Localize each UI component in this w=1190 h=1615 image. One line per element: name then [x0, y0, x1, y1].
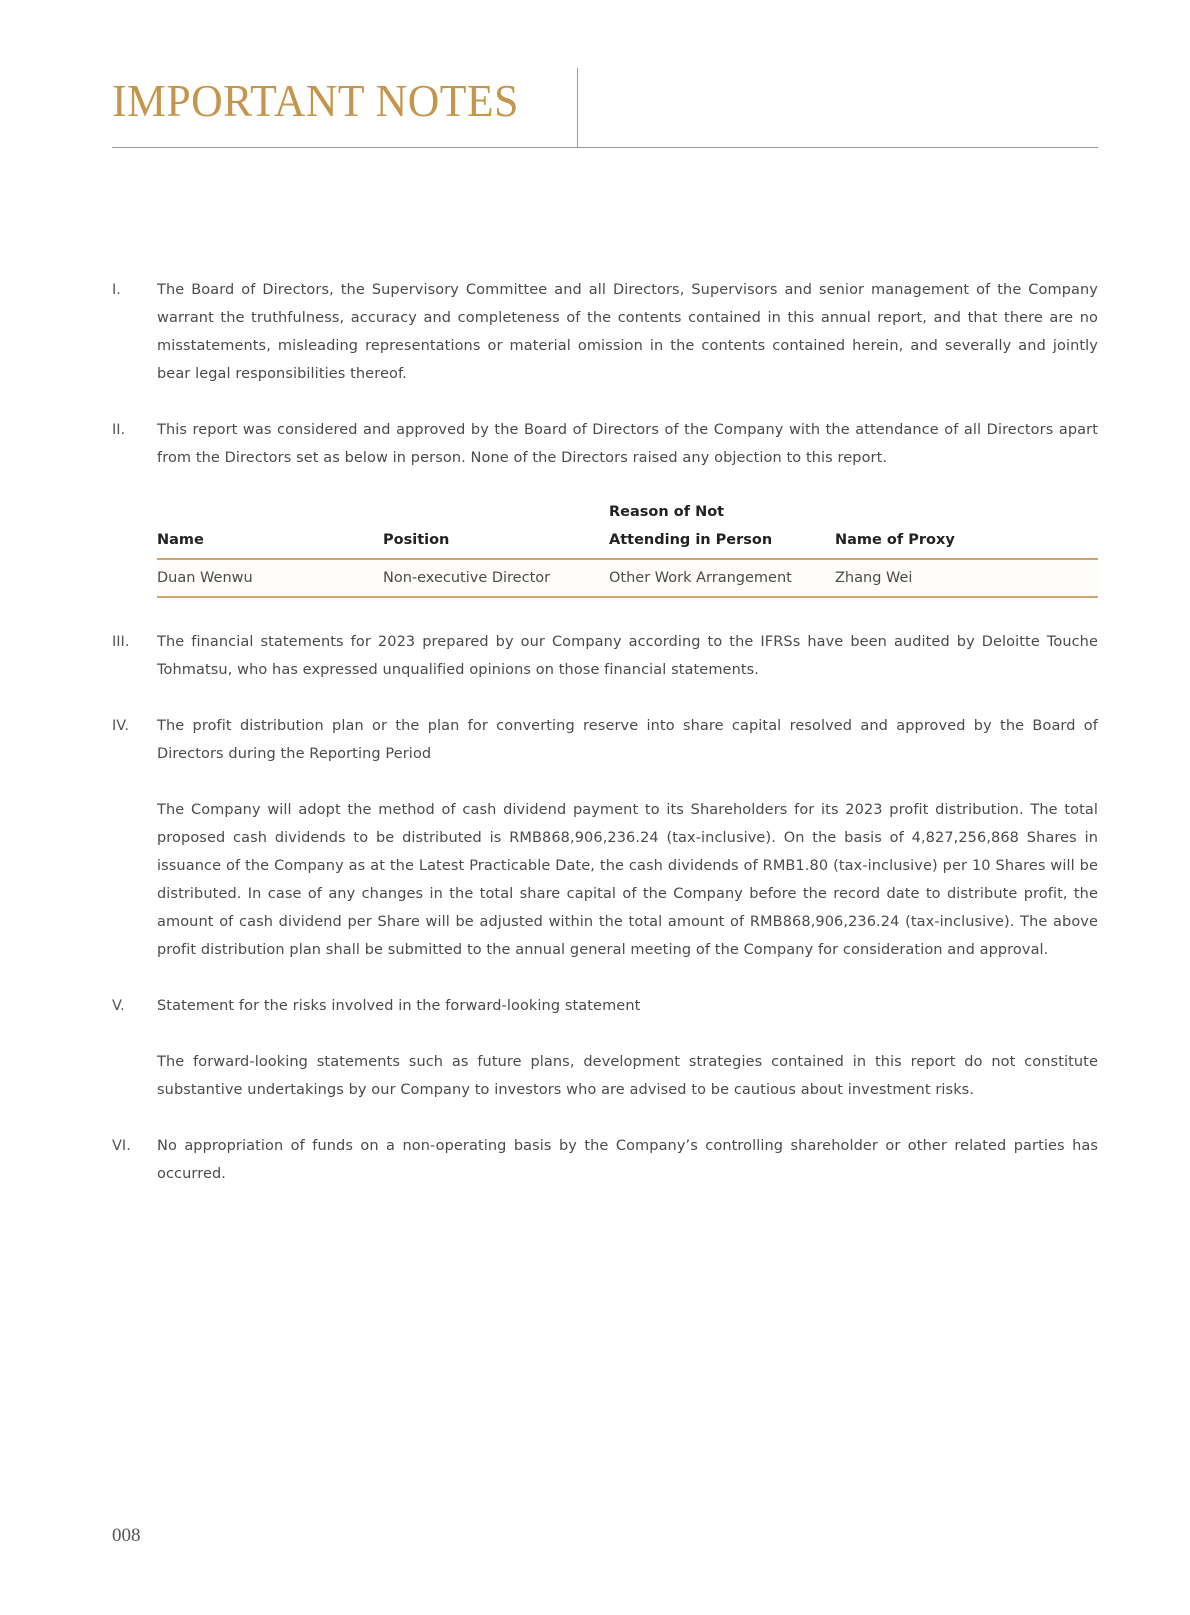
note-item — [112, 992, 1098, 1104]
note-text: The Board of Directors, the Supervisory Committee and all Directors, Supervisors and senior management of the Company warrant the truthfulness, accuracy and completeness of the contents contained in this annual report, and that there are no misstatements, misleading representations or material omission in the contents contained herein, and severally and jointly bear legal responsibilities thereof. — [157, 282, 1098, 382]
note-item — [112, 712, 1098, 964]
note-text: The financial statements for 2023 prepared by our Company according to the IFRSs have been audited by Deloitte Touche Tohmatsu, who has expressed unqualified opinions on those financial statements. — [157, 634, 1098, 678]
note-heading: Statement for the risks involved in the forward-looking statement — [157, 998, 641, 1014]
note-heading: The profit distribution plan or the plan for converting reserve into share capital resolved and approved by the Board of Directors during the Reporting Period — [157, 718, 1098, 762]
note-text: The forward-looking statements such as future plans, development strategies contained in this report do not constitute substantive undertakings by our Company to investors who are advised to be cautious about investment risks. — [157, 1054, 1098, 1098]
column-header-reason-line1: Reason of Not — [609, 504, 725, 520]
note-text: The Company will adopt the method of cash dividend payment to its Shareholders for its 2023 profit distribution. The total proposed cash dividends to be distributed is RMB868,906,236.24 (tax-inclusive). On the basis of 4,827,256,868 Shares in issuance of the Company as at the Latest Practicable Date, the cash dividends of RMB1.80 (tax-inclusive) per 10 Shares will be distributed. In case of any changes in the total share capital of the Company before the record date to distribute profit, the amount of cash dividend per Share will be adjusted within the total amount of RMB868,906,236.24 (tax-inclusive). The above profit distribution plan shall be submitted to the annual general meeting of the Company for consideration and approval. — [157, 802, 1098, 958]
note-text: No appropriation of funds on a non-operating basis by the Company’s controlling shareholder or other related parties has occurred. — [157, 1138, 1098, 1182]
note-number: VI. — [112, 1138, 131, 1154]
absent-directors-table — [157, 498, 1098, 598]
table-header-row — [157, 498, 1098, 559]
page-title: IMPORTANT NOTES — [112, 75, 519, 126]
note-text: This report was considered and approved by the Board of Directors of the Company with the attendance of all Directors apart from the Directors set as below in person. None of the Directors raised any objection to this report. — [157, 422, 1098, 466]
column-header-reason — [609, 498, 835, 559]
table-row — [157, 559, 1098, 597]
note-item — [112, 276, 1098, 388]
note-number: II. — [112, 422, 126, 438]
page-header — [112, 68, 1098, 148]
note-number: IV. — [112, 718, 129, 734]
note-number: I. — [112, 282, 121, 298]
cell-proxy: Zhang Wei — [835, 559, 1098, 597]
column-header-reason-line2: Attending in Person — [609, 532, 773, 548]
cell-position: Non-executive Director — [383, 559, 609, 597]
header-divider — [577, 68, 578, 147]
note-number: III. — [112, 634, 130, 650]
page-number: 008 — [112, 1525, 141, 1546]
column-header-position: Position — [383, 498, 609, 559]
note-number: V. — [112, 998, 125, 1014]
column-header-proxy: Name of Proxy — [835, 498, 1098, 559]
note-item — [112, 416, 1098, 472]
cell-name: Duan Wenwu — [157, 559, 383, 597]
note-item — [112, 628, 1098, 684]
cell-reason: Other Work Arrangement — [609, 559, 835, 597]
important-notes-list — [112, 276, 1098, 1216]
note-item — [112, 1132, 1098, 1188]
column-header-name: Name — [157, 498, 383, 559]
